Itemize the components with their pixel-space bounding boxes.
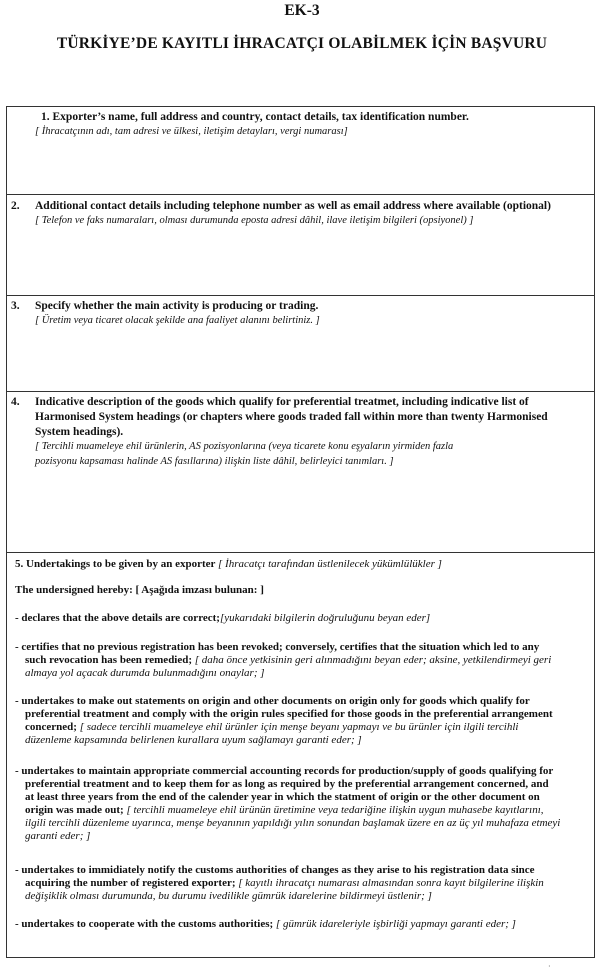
section-2-contact-details[interactable] (7, 194, 594, 295)
undertaking-accounting-records: - undertakes to maintain appropriate commercial accounting records for production/supply of goods qualifying for preferential treatment and to keep them for as long as required by the preferential arrangement concerned, and at least three years from the end of the calender year in which the statment of origin or the other document on origin was made out; [ tercihli muameleye ehil ürünün üretimine veya tedariğine ilişkin uygun muhasebe kayıtlarını, ilgili tercihli düzenleme uyarınca, menşe beyanının yapıldığı yılın sonundan başlamak üzere en az üç yıl muhafaza etmeyi garanti eder; ] (15, 765, 561, 842)
section-3-heading: Specify whether the main activity is producing or trading. (35, 300, 319, 312)
section-4-translation-line-1: [ Tercihli muameleye ehil ürünlerin, AS pozisyonlarına (veya ticarete konu eşyaların yirmiden fazla (35, 441, 454, 452)
undersigned-label: The undersigned hereby: [ Aşağıda imzası bulunan: ] (15, 584, 264, 596)
section-4-heading-line-1: Indicative description of the goods which qualify for preferential treatmet, including indicative list of (35, 396, 529, 408)
section-2-heading: Additional contact details including telephone number as well as email address where available (optional) (35, 200, 551, 212)
section-3-number: 3. (11, 300, 20, 312)
footer-mark: · (548, 962, 551, 971)
application-form (6, 106, 595, 958)
undertaking-no-revocation: - certifies that no previous registration has been revoked; conversely, certifies that the situation which led to any such revocation has been remedied; [ daha önce yetkisinin geri alınmadığını beyan eder; aksine, yetkilendirmeyi geri almaya yol açacak durumda bulunmadığını onaylar; ] (15, 641, 552, 679)
section-4-goods-description[interactable] (7, 391, 594, 552)
section-4-number: 4. (11, 396, 20, 408)
undertaking-declares-details: - declares that the above details are correct;[yukarıdaki bilgilerin doğruluğunu beyan eder] (15, 612, 431, 624)
section-4-heading-line-3: System headings). (35, 426, 124, 438)
section-3-main-activity[interactable] (7, 295, 594, 391)
section-2-number: 2. (11, 200, 20, 212)
section-5-heading: 5. Undertakings to be given by an exporter [ İhracatçı tarafından üstlenilecek yükümlülükler ] (15, 558, 442, 570)
section-4-translation-line-2: pozisyonu kapsaması halinde AS fasıllarına) ilişkin liste dâhil, belirleyici tanımları. ] (35, 456, 394, 467)
section-1-exporter-details[interactable] (7, 107, 594, 194)
section-4-heading-line-2: Harmonised System headings (or chapters where goods traded fall within more than twenty Harmonised (35, 411, 548, 423)
section-1-translation: [ İhracatçının adı, tam adresi ve ülkesi, iletişim detayları, vergi numarası] (35, 126, 348, 137)
section-1-heading: 1. Exporter’s name, full address and country, contact details, tax identification number. (41, 111, 469, 123)
section-5-undertakings (7, 552, 594, 957)
undertaking-cooperate-customs: - undertakes to cooperate with the customs authorities; [ gümrük idareleriyle işbirliği yapmayı garanti eder; ] (15, 918, 516, 930)
page-title: TÜRKİYE’DE KAYITLI İHRACATÇI OLABİLMEK İÇİN BAŞVURU (56, 35, 548, 52)
annex-label: EK-3 (284, 2, 320, 19)
undertaking-notify-customs: - undertakes to immidiately notify the customs authorities of changes as they arise to his registration data since acquiring the number of registered exporter; [ kayıtlı ihracatçı numarası almasından sonra kayıt bilgilerine ilişkin değişiklik olması durumunda, bu durumu ivedilikle gümrük idarelerine bildirmeyi üstlenir; ] (15, 864, 544, 902)
undertaking-origin-statements: - undertakes to make out statements on origin and other documents on origin only for goods which qualify for preferential treatment and comply with the origin rules specified for those goods in the preferential arrangement concerned; [ sadece tercihli muameleye ehil ürünler için menşe beyanı yapmayı ve bu ürünler için ilgili tercihli düzenleme kapsamında belirlenen kurallara uyum sağlamayı garanti eder; ] (15, 695, 553, 746)
section-2-translation: [ Telefon ve faks numaraları, olması durumunda eposta adresi dâhil, ilave iletişim bilgileri (opsiyonel) ] (35, 215, 474, 226)
section-3-translation: [ Üretim veya ticaret olacak şekilde ana faaliyet alanını belirtiniz. ] (35, 315, 320, 326)
